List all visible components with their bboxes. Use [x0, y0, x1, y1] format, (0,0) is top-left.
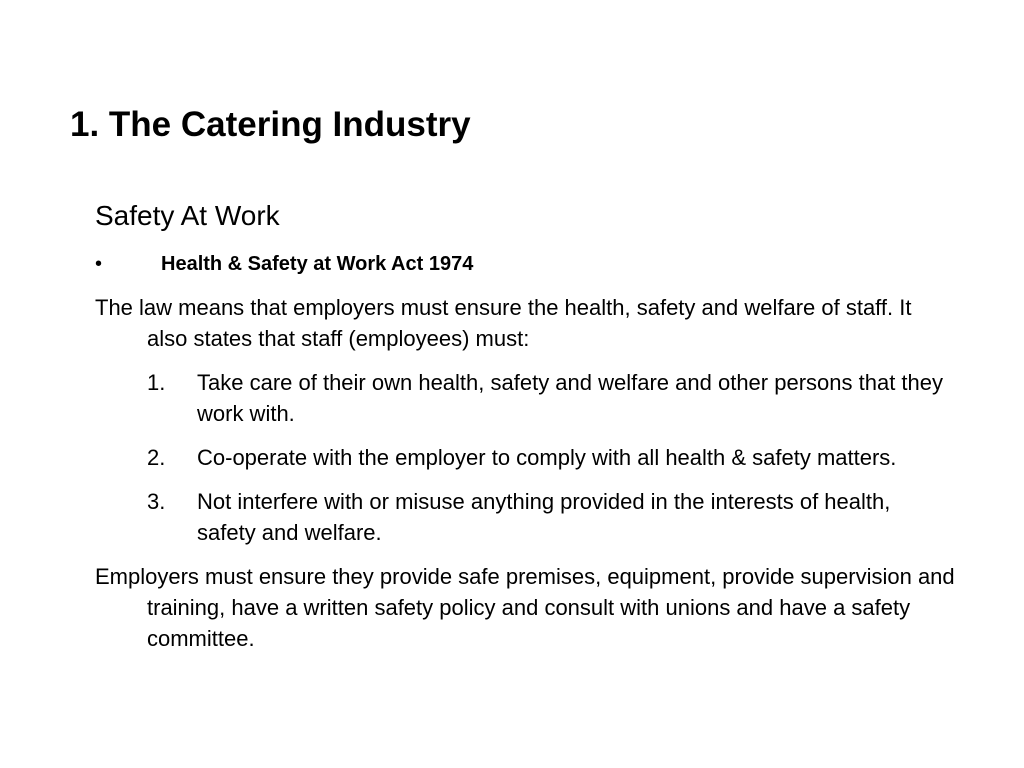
list-item-number: 3. — [147, 489, 166, 514]
list-item-text: Take care of their own health, safety and welfare and other persons that they work with. — [197, 370, 944, 426]
bullet-marker: • — [95, 253, 103, 275]
closing-paragraph: Employers must ensure they provide safe premises, equipment, provide supervision and training, have a written safety policy and consult with unions and have a safety committee. — [95, 564, 955, 651]
list-item-text: Co-operate with the employer to comply with all health & safety matters. — [197, 445, 897, 470]
list-item — [147, 367, 955, 429]
intro-paragraph: The law means that employers must ensure the health, safety and welfare of staff. It also states that staff (employees) must: — [95, 295, 912, 351]
slide-body — [95, 198, 955, 667]
subheading: Safety At Work — [95, 200, 280, 231]
bullet-text: Health & Safety at Work Act 1974 — [161, 253, 474, 275]
list-item — [147, 486, 955, 548]
slide-title: 1. The Catering Industry — [70, 105, 471, 144]
list-item-text: Not interfere with or misuse anything provided in the interests of health, safety and welfare. — [197, 489, 891, 545]
list-item-number: 1. — [147, 370, 166, 395]
bullet-item — [95, 249, 955, 280]
numbered-list — [147, 367, 955, 548]
list-item — [147, 442, 955, 473]
list-item-number: 2. — [147, 445, 166, 470]
